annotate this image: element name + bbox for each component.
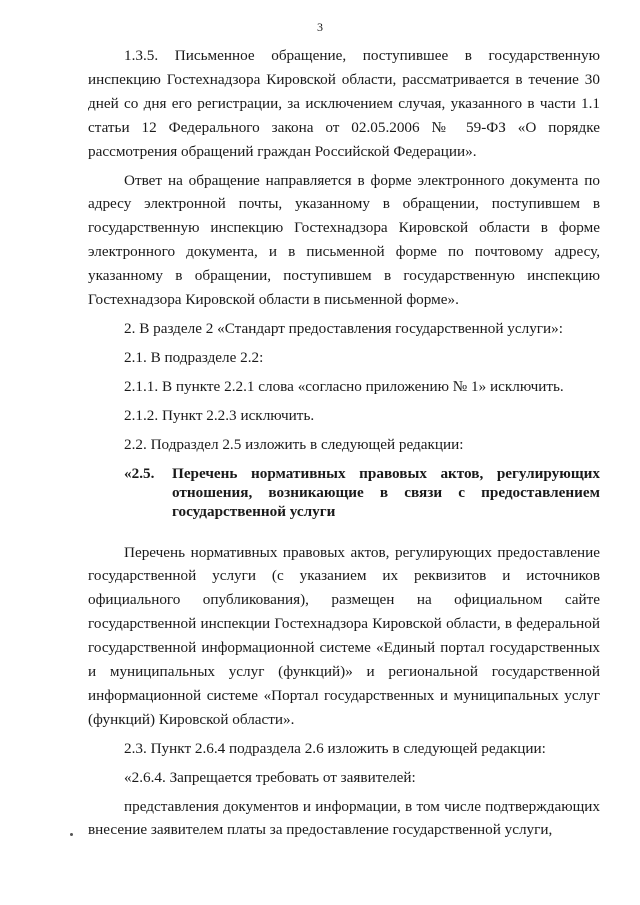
section-heading-title: Перечень нормативных правовых актов, регулирующих отношения, возникающие в связи с предоставлением государственной услуги bbox=[172, 464, 600, 520]
section-heading-2-5 bbox=[88, 464, 600, 521]
paragraph-documents-info: представления документов и информации, в том числе подтверждающих внесение заявителем платы за предоставление государственной услуги, bbox=[88, 797, 600, 839]
paragraph-2-6-4: «2.6.4. Запрещается требовать от заявителей: bbox=[124, 768, 416, 786]
page-number: 3 bbox=[317, 20, 323, 34]
paragraph-2-1: 2.1. В подразделе 2.2: bbox=[124, 348, 264, 366]
paragraph-legal-acts-list: Перечень нормативных правовых актов, регулирующих предоставление государственной услуги (с указанием их реквизитов и источников официального опубликования), размещен на официальном сайте государственной инспекции Гостехнадзора Кировской области, в федеральной государственной информационной системе «Единый портал государственных и муниципальных услуг (функций)» и региональной государственной информационной системе «Портал государственных и муниципальных услуг (функций) Кировской области». bbox=[88, 543, 600, 728]
paragraph-response-form: Ответ на обращение направляется в форме электронного документа по адресу электронной почты, указанному в обращении, поступившем в государственную инспекцию Гостехнадзора Кировской области в форме электронного документа, и в письменной форме по почтовому адресу, указанному в обращении, поступившем в государственную инспекцию Гостехнадзора Кировской области в письменной форме». bbox=[88, 171, 600, 309]
paragraph-2-3: 2.3. Пункт 2.6.4 подраздела 2.6 изложить в следующей редакции: bbox=[124, 739, 546, 757]
paragraph-2-2: 2.2. Подраздел 2.5 изложить в следующей редакции: bbox=[124, 435, 464, 453]
paragraph-1-3-5: 1.3.5. Письменное обращение, поступившее в государственную инспекцию Гостехнадзора Кировской области, рассматривается в течение 30 дней со дня его регистрации, за исключением случая, указанного в части 1.1 статьи 12 Федерального закона от 02.05.2006 № 59-ФЗ «О порядке рассмотрения обращений граждан Российской Федерации». bbox=[88, 47, 600, 160]
margin-dot bbox=[70, 833, 73, 836]
paragraph-2-1-2: 2.1.2. Пункт 2.2.3 исключить. bbox=[124, 406, 315, 424]
document-body bbox=[88, 44, 600, 842]
section-heading-number: «2.5. bbox=[124, 464, 155, 482]
paragraph-2-1-1: 2.1.1. В пункте 2.2.1 слова «согласно приложению № 1» исключить. bbox=[124, 377, 564, 395]
paragraph-section-2: 2. В разделе 2 «Стандарт предоставления государственной услуги»: bbox=[124, 319, 563, 337]
